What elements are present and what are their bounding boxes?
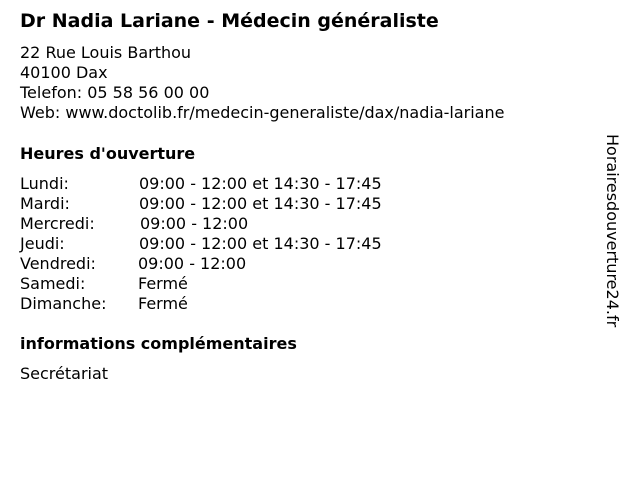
- opening-time: 09:00 - 12:00 et 14:30 - 17:45: [139, 234, 382, 253]
- opening-time: 09:00 - 12:00 et 14:30 - 17:45: [139, 174, 382, 193]
- website-text: Web: www.doctolib.fr/medecin-generaliste/dax/nadia-lariane: [20, 103, 505, 122]
- watermark: Horairesdouverture24.fr: [603, 134, 622, 328]
- hours-row-wednesday: [20, 214, 520, 234]
- additional-info-text: Secrétariat: [20, 364, 109, 383]
- hours-row-thursday: [20, 234, 520, 254]
- contact-details: [20, 43, 504, 123]
- opening-time: Fermé: [138, 274, 188, 293]
- day-label: Dimanche:: [20, 294, 107, 313]
- hours-row-tuesday: [20, 194, 520, 214]
- day-label: Vendredi:: [20, 254, 96, 273]
- day-label: Lundi:: [20, 174, 69, 193]
- day-label: Mercredi:: [20, 214, 95, 233]
- hours-row-monday: [20, 174, 520, 194]
- opening-time: 09:00 - 12:00: [138, 254, 247, 273]
- opening-time: Fermé: [138, 294, 188, 313]
- opening-hours-heading: Heures d'ouverture: [20, 144, 196, 163]
- additional-info-heading: informations complémentaires: [20, 334, 297, 353]
- day-label: Mardi:: [20, 194, 70, 213]
- opening-time: 09:00 - 12:00 et 14:30 - 17:45: [139, 194, 382, 213]
- opening-hours-list: [20, 174, 520, 314]
- hours-row-saturday: [20, 274, 520, 294]
- city-postcode: 40100 Dax: [20, 63, 108, 82]
- street-address: 22 Rue Louis Barthou: [20, 43, 192, 62]
- phone-number: Telefon: 05 58 56 00 00: [20, 83, 210, 102]
- day-label: Jeudi:: [20, 234, 65, 253]
- hours-row-friday: [20, 254, 520, 274]
- hours-row-sunday: [20, 294, 520, 314]
- opening-time: 09:00 - 12:00: [140, 214, 249, 233]
- day-label: Samedi:: [20, 274, 86, 293]
- page-title: Dr Nadia Lariane - Médecin généraliste: [20, 10, 439, 32]
